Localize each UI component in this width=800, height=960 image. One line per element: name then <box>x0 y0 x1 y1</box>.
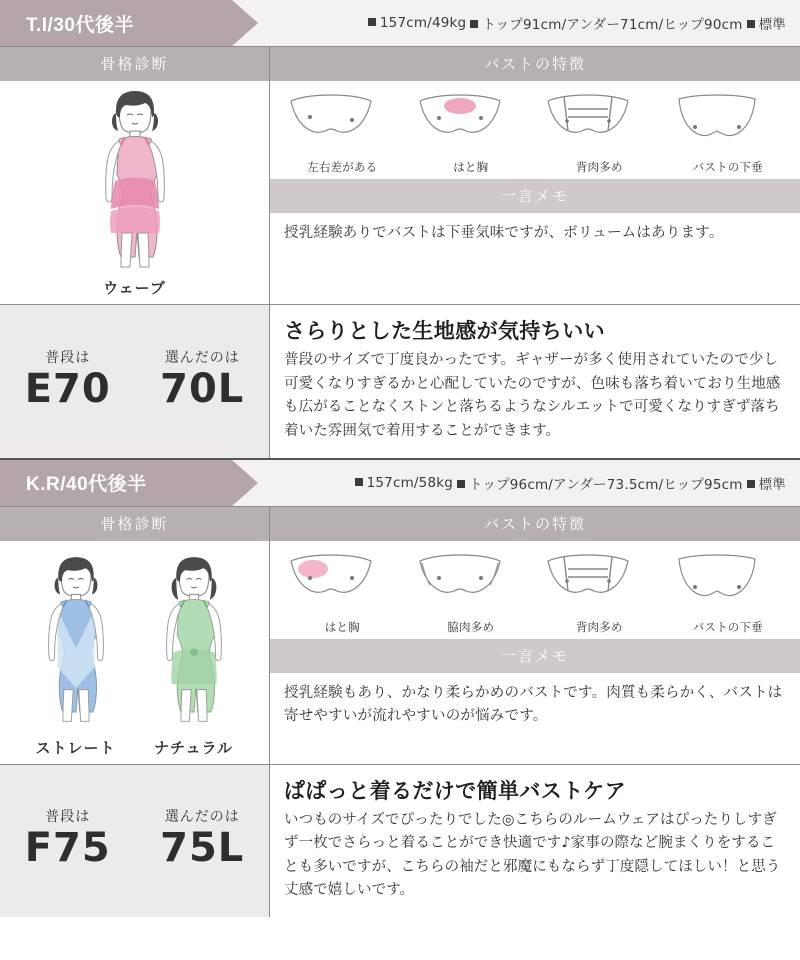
figure-item <box>138 549 250 758</box>
usual-size-label: 普段は <box>45 809 91 826</box>
bust-feature-label: 背肉多め <box>575 160 623 174</box>
bust-feature-item <box>669 91 787 175</box>
bust-column <box>270 507 800 764</box>
spec-item: トップ91cm/アンダー71cm/ヒップ90cm <box>470 13 742 33</box>
comment-body: いつものサイズでぴったりでした◎こちらのルームウェアはぴったりしすぎず一枚でさらっと着ることができ快適です♪家事の際など腕まくりをすることも多いですが、こちらの袖だと邪魔にもならず丁度隠してほしい！と思う丈感で嬉しいです。 <box>284 811 781 899</box>
comment-panel <box>270 765 800 918</box>
bust-sagging-icon <box>669 551 765 617</box>
memo-header: 一言メモ <box>270 639 800 673</box>
bust-feature-label: 背肉多め <box>575 619 623 634</box>
reviewer-specs <box>232 0 800 46</box>
spec-item: 157cm/58kg <box>355 475 453 491</box>
bust-feature-label: バストの下垂 <box>692 619 763 634</box>
review-block <box>0 0 800 460</box>
chosen-size-value: 75L <box>160 825 245 872</box>
chosen-size <box>156 347 248 412</box>
review-body <box>0 46 800 304</box>
review-header <box>0 460 800 506</box>
bust-feature-item <box>283 551 401 635</box>
bust-feature-list <box>270 81 800 179</box>
bust-feature-item <box>540 551 658 635</box>
usual-size-value: F75 <box>24 825 111 872</box>
usual-size <box>21 347 115 412</box>
comment-title: さらりとした生地感が気持ちいい <box>284 319 605 343</box>
spec-item: トップ96cm/アンダー73.5cm/ヒップ95cm <box>457 473 743 493</box>
reviewer-specs <box>232 460 800 506</box>
review-header <box>0 0 800 46</box>
chosen-size-value: 70L <box>160 365 245 412</box>
figure-item <box>20 549 132 758</box>
size-comment-row <box>0 764 800 918</box>
usual-size <box>21 806 115 871</box>
square-bullet-icon <box>747 20 755 28</box>
square-bullet-icon <box>457 480 465 488</box>
bust-column <box>270 47 800 304</box>
reviewer-name: K.R/40代後半 <box>0 460 232 506</box>
chosen-size-label: 選んだのは <box>164 349 240 366</box>
comment-body: 普段のサイズで丁度良かったです。ギャザーが多く使用されていたので少し可愛くなりすぎるかと心配していたのですが、色味も落ち着いており生地感も広がることなくストンと落ちるようなシルエットで可愛くなりすぎず落ち着いた雰囲気で着用することができます。 <box>284 352 781 439</box>
size-comment-row <box>0 304 800 458</box>
body-figure-wave-icon <box>75 89 195 275</box>
square-bullet-icon <box>470 20 478 28</box>
chosen-size-label: 選んだのは <box>164 809 240 826</box>
skeleton-figure-area <box>0 81 269 304</box>
square-bullet-icon <box>368 18 376 26</box>
spec-item: 標準 <box>747 13 786 33</box>
figure-item <box>75 89 195 298</box>
figure-caption: ウェーブ <box>103 279 166 297</box>
bust-feature-label: はと胸 <box>453 160 489 174</box>
bust-feature-item <box>283 91 401 175</box>
body-figure-straight-icon <box>20 549 132 735</box>
bust-backfat-icon <box>540 551 636 617</box>
skeleton-column <box>0 47 270 304</box>
square-bullet-icon <box>747 480 755 488</box>
body-figure-natural-icon <box>138 549 250 735</box>
bust-feature-label: バストの下垂 <box>692 160 763 174</box>
review-block <box>0 460 800 918</box>
reviewer-name: T.I/30代後半 <box>0 0 232 46</box>
bust-sidefat-icon <box>412 551 508 617</box>
skeleton-figure-area <box>0 541 269 764</box>
bust-pigeon-icon <box>283 551 379 617</box>
bust-feature-label: 左右差がある <box>307 160 378 174</box>
bust-header: バストの特徴 <box>270 507 800 541</box>
memo-text: 授乳経験もあり、かなり柔らかめのバストです。肉質も柔らかく、バストは寄せやすいが流れやすいのが悩みです。 <box>284 684 783 724</box>
skeleton-header: 骨格診断 <box>0 507 269 541</box>
bust-feature-label: 脇肉多め <box>447 619 495 634</box>
comment-panel <box>270 305 800 458</box>
review-body <box>0 506 800 764</box>
memo-text: 授乳経験ありでバストは下垂気味ですが、ボリュームはあります。 <box>284 225 724 241</box>
chosen-size <box>156 806 248 871</box>
bust-feature-item <box>669 551 787 635</box>
size-panel <box>0 765 270 918</box>
bust-feature-item <box>412 91 530 175</box>
size-panel <box>0 305 270 458</box>
skeleton-header: 骨格診断 <box>0 47 269 81</box>
bust-sagging-icon <box>669 91 765 157</box>
usual-size-label: 普段は <box>45 349 91 366</box>
bust-feature-item <box>540 91 658 175</box>
usual-size-value: E70 <box>24 365 111 412</box>
bust-uneven-icon <box>283 91 379 157</box>
bust-backfat-icon <box>540 91 636 157</box>
figure-caption: ストレート <box>35 738 116 757</box>
skeleton-column <box>0 507 270 764</box>
bust-pigeon-icon <box>412 91 508 157</box>
figure-caption: ナチュラル <box>153 738 234 757</box>
bust-feature-item <box>412 551 530 635</box>
bust-header: バストの特徴 <box>270 47 800 81</box>
memo-header: 一言メモ <box>270 179 800 213</box>
bust-feature-label: はと胸 <box>324 619 360 634</box>
spec-item: 157cm/49kg <box>368 15 466 31</box>
comment-title: ぱぱっと着るだけで簡単バストケア <box>284 778 626 803</box>
spec-item: 標準 <box>747 473 786 493</box>
bust-feature-list <box>270 541 800 639</box>
square-bullet-icon <box>355 478 363 486</box>
